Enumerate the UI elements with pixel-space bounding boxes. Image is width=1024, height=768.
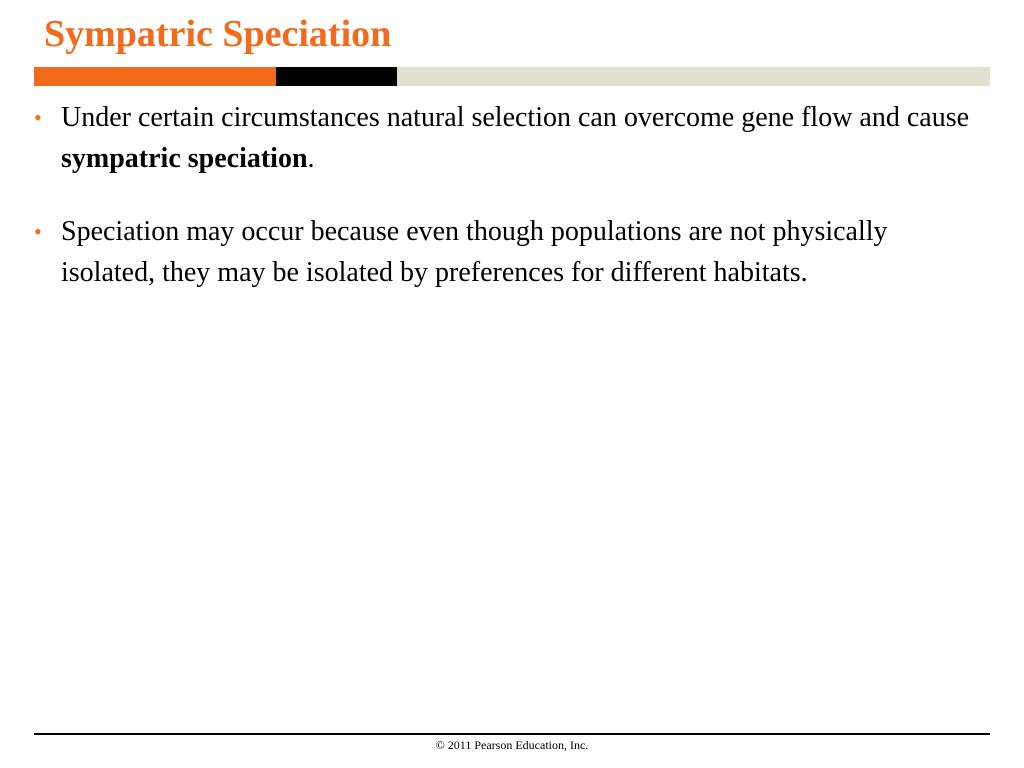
footer-divider — [34, 733, 990, 735]
bullet-marker: • — [34, 105, 42, 130]
bullet-text-1-before: Under certain circumstances natural selection can overcome gene flow and cause — [61, 102, 970, 133]
title-underline-bar — [34, 67, 990, 86]
bullet-item-1 — [32, 97, 972, 179]
title-bar-orange-segment — [34, 67, 276, 86]
copyright-footer: © 2011 Pearson Education, Inc. — [435, 738, 589, 752]
bullet-text-1 — [61, 97, 972, 179]
title-bar-black-segment — [276, 67, 397, 86]
bullet-marker: • — [34, 219, 42, 244]
bullet-text-1-bold: sympatric speciation — [61, 143, 308, 174]
title-bar-beige-segment — [397, 67, 990, 86]
bullet-text-1-after: . — [307, 143, 315, 174]
bullet-list — [32, 97, 972, 293]
bullet-text-2: Speciation may occur because even though populations are not physically isolated, they may be isolated by preferences for different habitats. — [61, 216, 888, 288]
bullet-item-2 — [32, 211, 972, 293]
slide-title: Sympatric Speciation — [44, 13, 392, 55]
